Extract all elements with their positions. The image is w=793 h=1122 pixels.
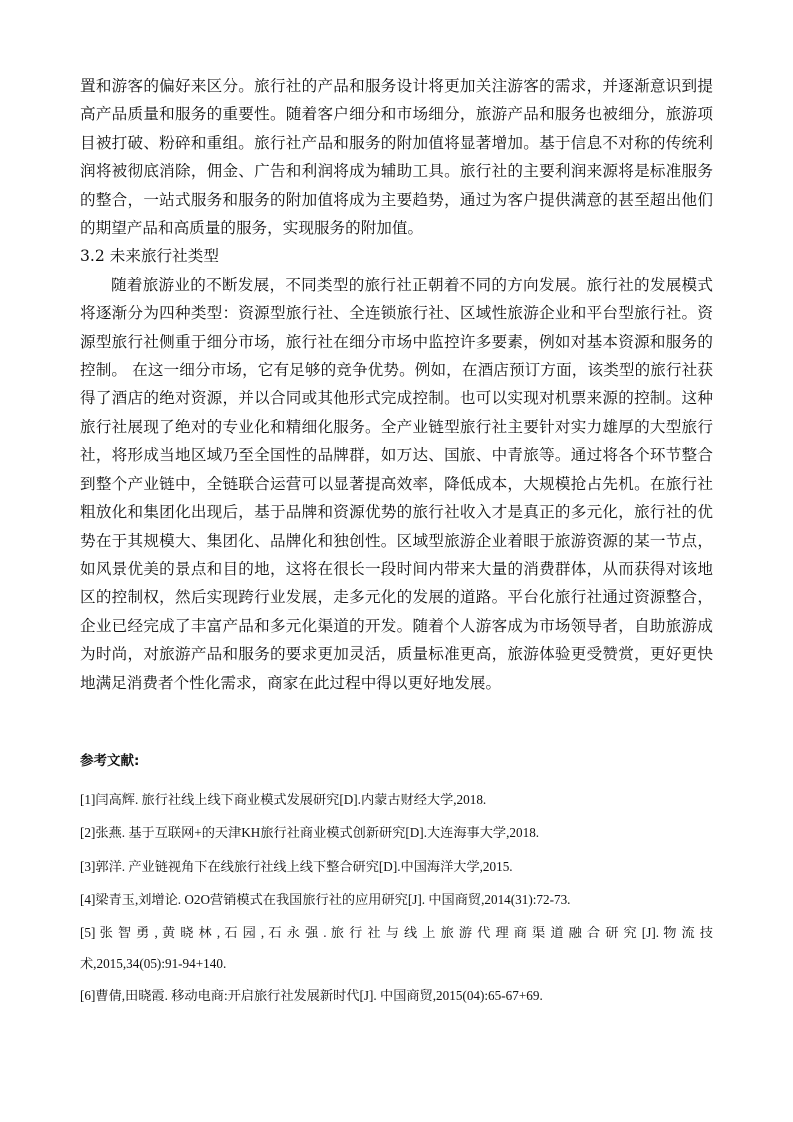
paragraph-continued: 置和游客的偏好来区分。旅行社的产品和服务设计将更加关注游客的需求，并逐渐意识到提高产品质量和服务的重要性。随着客户细分和市场细分，旅游产品和服务也被细分，旅游项目被打破、粉碎和重组。旅行社产品和服务的附加值将显著增加。基于信息不对称的传统利润将被彻底消除，佣金、广告和利润将成为辅助工具。旅行社的主要利润来源将是标准服务的整合，一站式服务和服务的附加值将成为主要趋势，通过为客户提供满意的甚至超出他们的期望产品和高质量的服务，实现服务的附加值。 [80, 77, 713, 238]
references-list [80, 783, 713, 1013]
reference-item: [3]郭洋. 产业链视角下在线旅行社线上线下整合研究[D].中国海洋大学,2015. [80, 858, 513, 874]
document-page [80, 72, 713, 1012]
reference-item: [4]梁青玉,刘增论. O2O营销模式在我国旅行社的应用研究[J]. 中国商贸,2014(31):72-73. [80, 892, 571, 908]
section-heading: 3.2 未来旅行社类型 [80, 247, 219, 266]
reference-item: [5] 张 智 勇 , 黄 晓 林 , 石 园 , 石 永 强 . 旅 行 社 与 线 上 旅 游 代 理 商 渠 道 融 合 研 究 [J]. 物 流 技 术,2015,34(05):91-94+140. [80, 924, 713, 971]
body-text [80, 72, 713, 697]
reference-item: [2]张燕. 基于互联网+的天津KH旅行社商业模式创新研究[D].大连海事大学,2018. [80, 825, 540, 841]
reference-item: [1]闫高辉. 旅行社线上线下商业模式发展研究[D].内蒙古财经大学,2018. [80, 791, 487, 807]
paragraph-main: 随着旅游业的不断发展，不同类型的旅行社正朝着不同的方向发展。旅行社的发展模式将逐渐分为四种类型：资源型旅行社、全连锁旅行社、区域性旅游企业和平台型旅行社。资源型旅行社侧重于细分市场，旅行社在细分市场中监控许多要素，例如对基本资源和服务的控制。 在这一细分市场，它有足够的竞争优势。例如，在酒店预订方面，该类型的旅行社获得了酒店的绝对资源，并以合同或其他形式完成控制。也可以实现对机票来源的控制。这种旅行社展现了绝对的专业化和精细化服务。全产业链型旅行社主要针对实力雄厚的大型旅行社，将形成当地区域乃至全国性的品牌群，如万达、国旅、中青旅等。通过将各个环节整合到整个产业链中，全链联合运营可以显著提高效率，降低成本，大规模抢占先机。在旅行社粗放化和集团化出现后，基于品牌和资源优势的旅行社收入才是真正的多元化，旅行社的优势在于其规模大、集团化、品牌化和独创性。区域型旅游企业着眼于旅游资源的某一节点，如风景优美的景点和目的地，这将在很长一段时间内带来大量的消费群体，从而获得对该地区的控制权，然后实现跨行业发展，走多元化的发展的道路。平台化旅行社通过资源整合，企业已经完成了丰富产品和多元化渠道的开发。随着个人游客成为市场领导者，自助旅游成为时尚，对旅游产品和服务的要求更加灵活，质量标准更高，旅游体验更受赞赏，更好更快地满足消费者个性化需求，商家在此过程中得以更好地发展。 [80, 275, 713, 692]
reference-item: [6]曹倩,田晓霞. 移动电商:开启旅行社发展新时代[J]. 中国商贸,2015(04):65-67+69. [80, 987, 543, 1003]
references-title: 参考文献: [80, 752, 140, 769]
